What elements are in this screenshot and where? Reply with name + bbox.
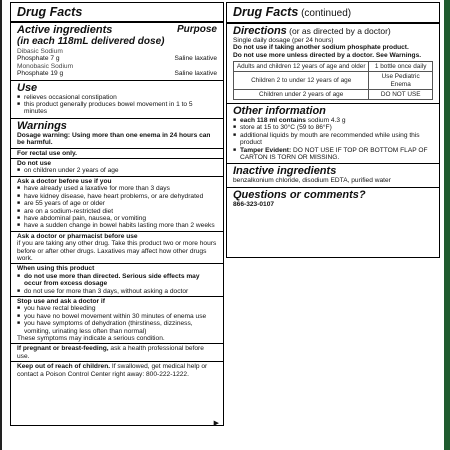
other-info-text: sodium 4.3 g: [305, 117, 346, 125]
ask-pharmacist-heading: Ask a doctor or pharmacist before use: [17, 232, 138, 240]
directions-line: Do not use if taking another sodium phosphate product.: [233, 44, 409, 52]
warnings-heading: Warnings: [17, 119, 67, 132]
ingredient-2-row: [17, 70, 217, 77]
do-not-use-item: ■ on children under 2 years of age: [17, 167, 217, 174]
ingredient-2-purpose: Saline laxative: [174, 70, 217, 78]
ask-doctor-item: ■ have already used a laxative for more than 3 days: [17, 185, 217, 192]
ingredient-1-name: Dibasic Sodium: [17, 48, 63, 55]
left-edge-strip: [0, 0, 2, 450]
other-info-item: [233, 147, 433, 162]
stop-use-item: ■ you have rectal bleeding: [17, 305, 217, 312]
other-info-item: [233, 124, 433, 131]
when-using-item: ■ do not use more than directed. Serious side effects may occur from excess dosage: [17, 273, 217, 288]
dosage-row: [234, 89, 433, 99]
panel-title-right-main: Drug Facts: [233, 5, 299, 19]
ask-doctor-item: ■ have kidney disease, have heart problems, or are dehydrated: [17, 193, 217, 200]
when-using-heading: When using this product: [17, 265, 95, 273]
purpose-heading: Purpose: [176, 24, 217, 35]
drug-facts-panel-right: [226, 2, 440, 258]
other-info-bold: each 118 ml contains: [240, 117, 306, 125]
dosage-amount-cell: 1 bottle once daily: [369, 62, 433, 72]
dosage-age-cell: Children 2 to under 12 years of age: [234, 72, 369, 89]
green-edge-strip: [444, 0, 450, 450]
ask-doctor-item: ■ have abdominal pain, nausea, or vomiting: [17, 215, 217, 222]
dosage-row: [234, 72, 433, 89]
directions-line: Single daily dosage (per 24 hours): [233, 37, 334, 44]
continue-arrow-icon: ▶: [213, 419, 219, 427]
warnings-section: [11, 119, 223, 429]
ask-doctor-block: [11, 176, 223, 230]
stop-use-note: These symptoms may indicate a serious condition.: [17, 335, 165, 342]
stop-use-item: ■ you have no bowel movement within 30 minutes of enema use: [17, 313, 217, 320]
stop-use-heading: Stop use and ask a doctor if: [17, 297, 105, 305]
do-not-use-block: [11, 158, 223, 175]
other-information-heading: Other information: [233, 105, 326, 118]
questions-heading: Questions or comments?: [233, 188, 366, 201]
questions-phone: 866-323-0107: [233, 200, 275, 208]
ask-doctor-heading: Ask a doctor before use if you: [17, 177, 112, 185]
active-ingredients-subheading: (in each 118mL delivered dose): [17, 36, 165, 47]
other-info-item: [233, 132, 433, 147]
dosage-amount-cell: Use Pediatric Enema: [369, 72, 433, 89]
questions-section: [227, 188, 439, 210]
dosage-row: [234, 62, 433, 72]
dosage-amount-cell: DO NOT USE: [369, 89, 433, 99]
active-ingredients-section: [11, 23, 223, 81]
use-item: ■ this product generally produces bowel movement in 1 to 5 minutes: [17, 101, 217, 116]
keep-out-of-reach: [11, 361, 223, 378]
pregnancy-bold: If pregnant or breast-feeding,: [17, 345, 109, 353]
ingredient-1-row: [17, 55, 217, 62]
panel-title-right: [227, 3, 439, 24]
ingredient-1-purpose: Saline laxative: [174, 55, 217, 63]
dosage-age-cell: Adults and children 12 years of age and older: [234, 62, 369, 72]
keep-out-text: If swallowed, get medical help or contact a Poison Control Center right away: 800-222-1222.: [17, 363, 208, 378]
keep-out-bold: Keep out of reach of children.: [17, 363, 111, 371]
when-using-block: [11, 263, 223, 295]
directions-section: [227, 24, 439, 104]
inactive-ingredients-text: benzalkonium chloride, disodium EDTA, purified water: [233, 177, 391, 185]
dosage-warning: Dosage warning: Using more than one enema in 24 hours can be harmful.: [17, 131, 211, 147]
use-heading: Use: [17, 81, 38, 94]
dosage-table: [233, 61, 433, 100]
panel-title-continued: (continued): [298, 8, 352, 19]
when-using-item: ■ do not use for more than 3 days, without asking a doctor: [17, 288, 217, 295]
stop-use-block: [11, 296, 223, 342]
directions-heading-note: (or as directed by a doctor): [286, 26, 391, 36]
inactive-ingredients-heading: Inactive ingredients: [233, 165, 337, 178]
directions-line: Do not use more unless directed by a doctor. See Warnings.: [233, 51, 422, 59]
pregnancy-warning: [11, 343, 223, 360]
other-info-text: additional liquids by mouth are recommended while using this product: [240, 131, 420, 147]
active-ingredients-heading: Active ingredients: [17, 24, 113, 36]
other-info-text: DO NOT USE IF TOP OR BOTTOM FLAP OF CARTON IS TORN OR MISSING.: [240, 146, 428, 162]
other-info-text: store at 15 to 30°C (59 to 86°F): [240, 124, 332, 132]
other-info-bold: Tamper Evident:: [240, 146, 292, 154]
other-information-section: [227, 104, 439, 164]
directions-heading: Directions: [233, 25, 287, 37]
ask-pharmacist-block: [11, 231, 223, 263]
ingredient-2-amount: Phosphate 19 g: [17, 70, 64, 78]
drug-facts-panel-left: [10, 2, 224, 426]
ingredient-1-amount: Phosphate 7 g: [17, 55, 60, 63]
ingredient-2-name: Monobasic Sodium: [17, 62, 74, 70]
dosage-age-cell: Children under 2 years of age: [234, 89, 369, 99]
pregnancy-text: ask a health professional before use.: [17, 345, 204, 360]
stop-use-item: ■ you have symptoms of dehydration (thirstiness, dizziness, vomiting, urinating less often than normal): [17, 320, 217, 335]
inactive-ingredients-section: [227, 164, 439, 187]
panel-title-left: Drug Facts: [11, 3, 223, 23]
ask-pharmacist-text: if you are taking any other drug. Take this product two or more hours before or after other drugs. Laxatives may affect how other drugs work.: [17, 240, 217, 262]
use-item: ■ relieves occasional constipation: [17, 94, 217, 101]
ask-doctor-item: ■ have a sudden change in bowel habits lasting more than 2 weeks: [17, 222, 217, 229]
ask-doctor-item: ■ are on a sodium-restricted diet: [17, 208, 217, 215]
do-not-use-heading: Do not use: [17, 160, 52, 168]
ask-doctor-item: ■ are 55 years of age or older: [17, 200, 217, 207]
rectal-use-note: For rectal use only.: [11, 148, 223, 157]
use-section: [11, 81, 223, 119]
